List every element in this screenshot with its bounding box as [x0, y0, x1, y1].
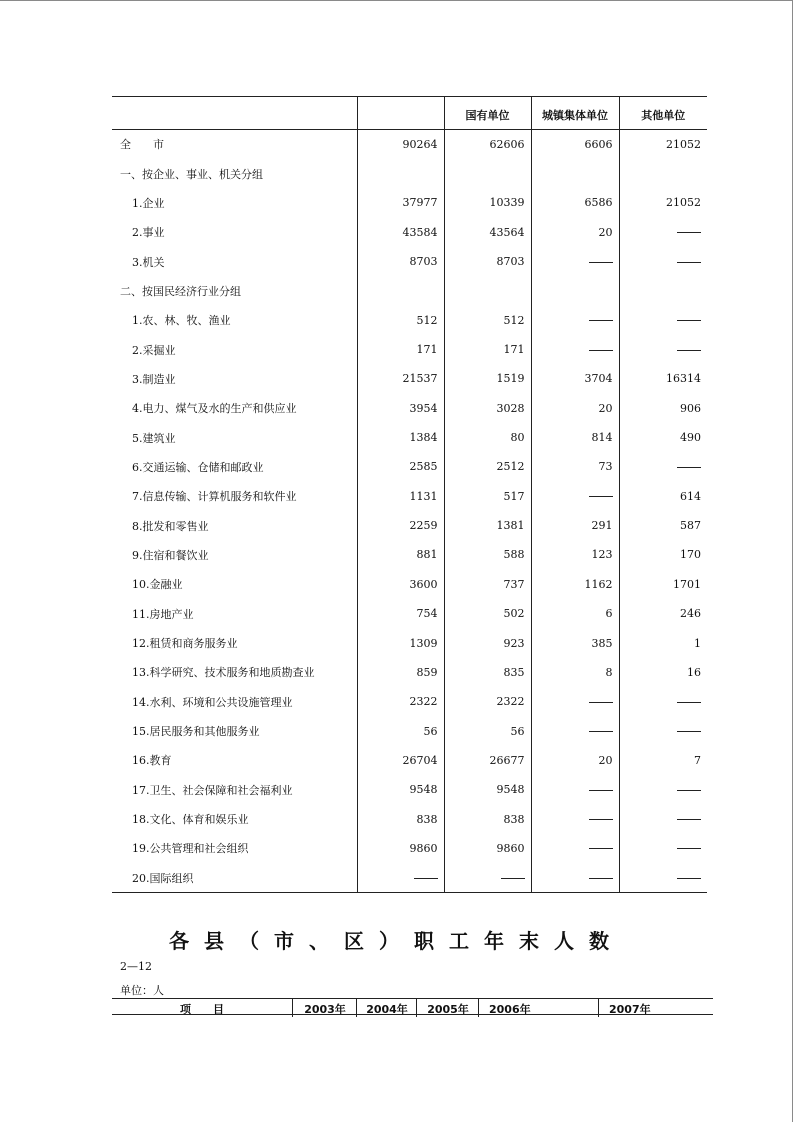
empty-dash: [677, 702, 701, 703]
row-label: 一、按企业、事业、机关分组: [120, 167, 263, 181]
cell-value: [531, 159, 619, 188]
cell-value: 385: [531, 628, 619, 657]
cell-value: 6586: [531, 188, 619, 217]
cell-value: 1701: [619, 570, 707, 599]
row-label: 8.批发和零售业: [132, 519, 209, 533]
cell-value: [357, 863, 444, 892]
cell-value: 80: [444, 423, 531, 452]
cell-value: 614: [619, 482, 707, 511]
cell-value: 1: [619, 628, 707, 657]
empty-dash: [677, 262, 701, 263]
cell-value: [619, 775, 707, 804]
cell-value: 73: [531, 452, 619, 481]
cell-value: 1162: [531, 570, 619, 599]
table-row: [112, 482, 707, 511]
cell-value: 56: [357, 716, 444, 745]
header-year-2006: 2006年: [478, 999, 598, 1017]
table-row: [112, 599, 707, 628]
cell-value: 21052: [619, 188, 707, 217]
cell-value: 21052: [619, 130, 707, 159]
cell-value: 1309: [357, 628, 444, 657]
header-year-2004: 2004年: [356, 999, 417, 1017]
cell-value: 9860: [444, 834, 531, 863]
row-label: 7.信息传输、计算机服务和软件业: [132, 490, 297, 504]
header-urban-collective: 城镇集体单位: [531, 97, 619, 130]
cell-value: 3028: [444, 394, 531, 423]
table-row: [112, 511, 707, 540]
empty-dash: [589, 350, 613, 351]
table-row: [112, 335, 707, 364]
cell-value: [531, 863, 619, 892]
cell-value: [531, 247, 619, 276]
cell-value: 838: [444, 804, 531, 833]
table-row: [112, 540, 707, 569]
cell-value: 737: [444, 570, 531, 599]
header-year-2007: 2007年: [598, 999, 713, 1017]
empty-dash: [677, 467, 701, 468]
row-label: 1.农、林、牧、渔业: [132, 314, 231, 328]
table-row: [112, 746, 707, 775]
cell-value: 291: [531, 511, 619, 540]
cell-value: 814: [531, 423, 619, 452]
cell-value: 588: [444, 540, 531, 569]
cell-value: 838: [357, 804, 444, 833]
table-row: [112, 276, 707, 305]
cell-value: 8703: [444, 247, 531, 276]
cell-value: [531, 335, 619, 364]
table-row: [112, 834, 707, 863]
table-row: [112, 306, 707, 335]
cell-value: [619, 159, 707, 188]
cell-value: 9860: [357, 834, 444, 863]
table-row: [112, 364, 707, 393]
row-label: 12.租赁和商务服务业: [132, 637, 238, 651]
table-row: [112, 423, 707, 452]
cell-value: 7: [619, 746, 707, 775]
cell-value: 123: [531, 540, 619, 569]
row-label: 2.采掘业: [132, 343, 176, 357]
row-label: 二、按国民经济行业分组: [120, 284, 241, 298]
row-label: 2.事业: [132, 226, 165, 240]
county-table-header: [112, 998, 713, 1017]
cell-value: [531, 687, 619, 716]
row-label: 3.制造业: [132, 372, 176, 386]
cell-value: [619, 687, 707, 716]
cell-value: [619, 247, 707, 276]
empty-dash: [677, 878, 701, 879]
empty-dash: [414, 878, 438, 879]
cell-value: 62606: [444, 130, 531, 159]
table-row: [112, 218, 707, 247]
unit-label: 单位：人: [120, 984, 164, 997]
table-row: [112, 716, 707, 745]
cell-value: 171: [444, 335, 531, 364]
cell-value: 26677: [444, 746, 531, 775]
row-label: 3.机关: [132, 255, 165, 269]
row-label: 9.住宿和餐饮业: [132, 548, 209, 562]
cell-value: [444, 159, 531, 188]
cell-value: 859: [357, 658, 444, 687]
table-row: [112, 394, 707, 423]
cell-value: 1519: [444, 364, 531, 393]
header-item: 项 目: [180, 1003, 224, 1016]
cell-value: [531, 716, 619, 745]
cell-value: 512: [357, 306, 444, 335]
cell-value: 512: [444, 306, 531, 335]
empty-dash: [589, 262, 613, 263]
cell-value: 906: [619, 394, 707, 423]
cell-value: 3954: [357, 394, 444, 423]
cell-value: 16: [619, 658, 707, 687]
table-row: [112, 188, 707, 217]
cell-value: 2585: [357, 452, 444, 481]
cell-value: [619, 863, 707, 892]
cell-value: 2322: [444, 687, 531, 716]
cell-value: [531, 834, 619, 863]
cell-value: 3600: [357, 570, 444, 599]
table-row: [112, 658, 707, 687]
row-label: 11.房地产业: [132, 607, 194, 621]
cell-value: 90264: [357, 130, 444, 159]
cell-value: 9548: [357, 775, 444, 804]
cell-value: 923: [444, 628, 531, 657]
cell-value: [444, 276, 531, 305]
table-row: [112, 804, 707, 833]
row-label: 19.公共管理和社会组织: [132, 842, 249, 856]
empty-dash: [589, 790, 613, 791]
cell-value: [619, 276, 707, 305]
cell-value: [531, 306, 619, 335]
cell-value: [619, 335, 707, 364]
row-label: 全 市: [120, 138, 164, 152]
cell-value: 37977: [357, 188, 444, 217]
table-row: [112, 628, 707, 657]
cell-value: [357, 276, 444, 305]
cell-value: 490: [619, 423, 707, 452]
cell-value: 171: [357, 335, 444, 364]
empty-dash: [677, 320, 701, 321]
row-label: 18.文化、体育和娱乐业: [132, 813, 249, 827]
empty-dash: [501, 878, 525, 879]
cell-value: [619, 452, 707, 481]
cell-value: [531, 775, 619, 804]
row-label: 14.水利、环境和公共设施管理业: [132, 695, 293, 709]
cell-value: 21537: [357, 364, 444, 393]
cell-value: 3704: [531, 364, 619, 393]
cell-value: 1384: [357, 423, 444, 452]
cell-value: 1131: [357, 482, 444, 511]
cell-value: 2322: [357, 687, 444, 716]
cell-value: 20: [531, 394, 619, 423]
cell-value: 16314: [619, 364, 707, 393]
cell-value: 587: [619, 511, 707, 540]
row-label: 6.交通运输、仓储和邮政业: [132, 460, 264, 474]
cell-value: 6606: [531, 130, 619, 159]
cell-value: 835: [444, 658, 531, 687]
empty-dash: [677, 232, 701, 233]
empty-dash: [677, 731, 701, 732]
cell-value: 6: [531, 599, 619, 628]
empty-dash: [677, 848, 701, 849]
empty-dash: [589, 731, 613, 732]
cell-value: 8703: [357, 247, 444, 276]
cell-value: 517: [444, 482, 531, 511]
cell-value: 43584: [357, 218, 444, 247]
empty-dash: [589, 702, 613, 703]
header-year-2003: 2003年: [292, 999, 357, 1017]
row-label: 17.卫生、社会保障和社会福利业: [132, 783, 293, 797]
empty-dash: [589, 878, 613, 879]
header-year-2005: 2005年: [416, 999, 479, 1017]
header-total: [357, 97, 444, 130]
cell-value: 10339: [444, 188, 531, 217]
cell-value: 26704: [357, 746, 444, 775]
cell-value: [531, 276, 619, 305]
row-label: 16.教育: [132, 754, 172, 768]
empty-dash: [589, 496, 613, 497]
table-row: [112, 570, 707, 599]
cell-value: 170: [619, 540, 707, 569]
table-row: [112, 247, 707, 276]
table-row: [112, 159, 707, 188]
cell-value: 2512: [444, 452, 531, 481]
employee-by-category-table: [112, 96, 707, 893]
cell-value: 20: [531, 218, 619, 247]
row-label: 10.金融业: [132, 578, 183, 592]
table-row: [112, 863, 707, 892]
table-header-row: [112, 97, 707, 130]
cell-value: 881: [357, 540, 444, 569]
cell-value: 8: [531, 658, 619, 687]
cell-value: 246: [619, 599, 707, 628]
table-row: [112, 130, 707, 159]
row-label: 13.科学研究、技术服务和地质勘查业: [132, 666, 315, 680]
section-title: 各县（市、区）职工年末人数: [169, 929, 624, 953]
empty-dash: [677, 790, 701, 791]
cell-value: 9548: [444, 775, 531, 804]
cell-value: [357, 159, 444, 188]
header-underline: [112, 1014, 713, 1015]
row-label: 4.电力、煤气及水的生产和供应业: [132, 402, 297, 416]
cell-value: [531, 482, 619, 511]
cell-value: 20: [531, 746, 619, 775]
cell-value: 502: [444, 599, 531, 628]
row-label: 1.企业: [132, 196, 165, 210]
empty-dash: [677, 350, 701, 351]
row-label: 15.居民服务和其他服务业: [132, 725, 260, 739]
cell-value: [619, 834, 707, 863]
cell-value: [619, 804, 707, 833]
cell-value: 1381: [444, 511, 531, 540]
table-row: [112, 775, 707, 804]
cell-value: 754: [357, 599, 444, 628]
row-label: 20.国际组织: [112, 863, 357, 892]
cell-value: 43564: [444, 218, 531, 247]
cell-value: 56: [444, 716, 531, 745]
header-other: 其他单位: [619, 97, 707, 130]
empty-dash: [589, 320, 613, 321]
table-code: 2—12: [120, 960, 152, 973]
header-state-owned: 国有单位: [444, 97, 531, 130]
cell-value: 2259: [357, 511, 444, 540]
empty-dash: [589, 848, 613, 849]
cell-value: [619, 306, 707, 335]
empty-dash: [589, 819, 613, 820]
table-row: [112, 687, 707, 716]
row-label: 5.建筑业: [132, 431, 176, 445]
table-row: [112, 452, 707, 481]
cell-value: [619, 716, 707, 745]
cell-value: [531, 804, 619, 833]
cell-value: [444, 863, 531, 892]
empty-dash: [677, 819, 701, 820]
header-item: [112, 97, 357, 130]
cell-value: [619, 218, 707, 247]
